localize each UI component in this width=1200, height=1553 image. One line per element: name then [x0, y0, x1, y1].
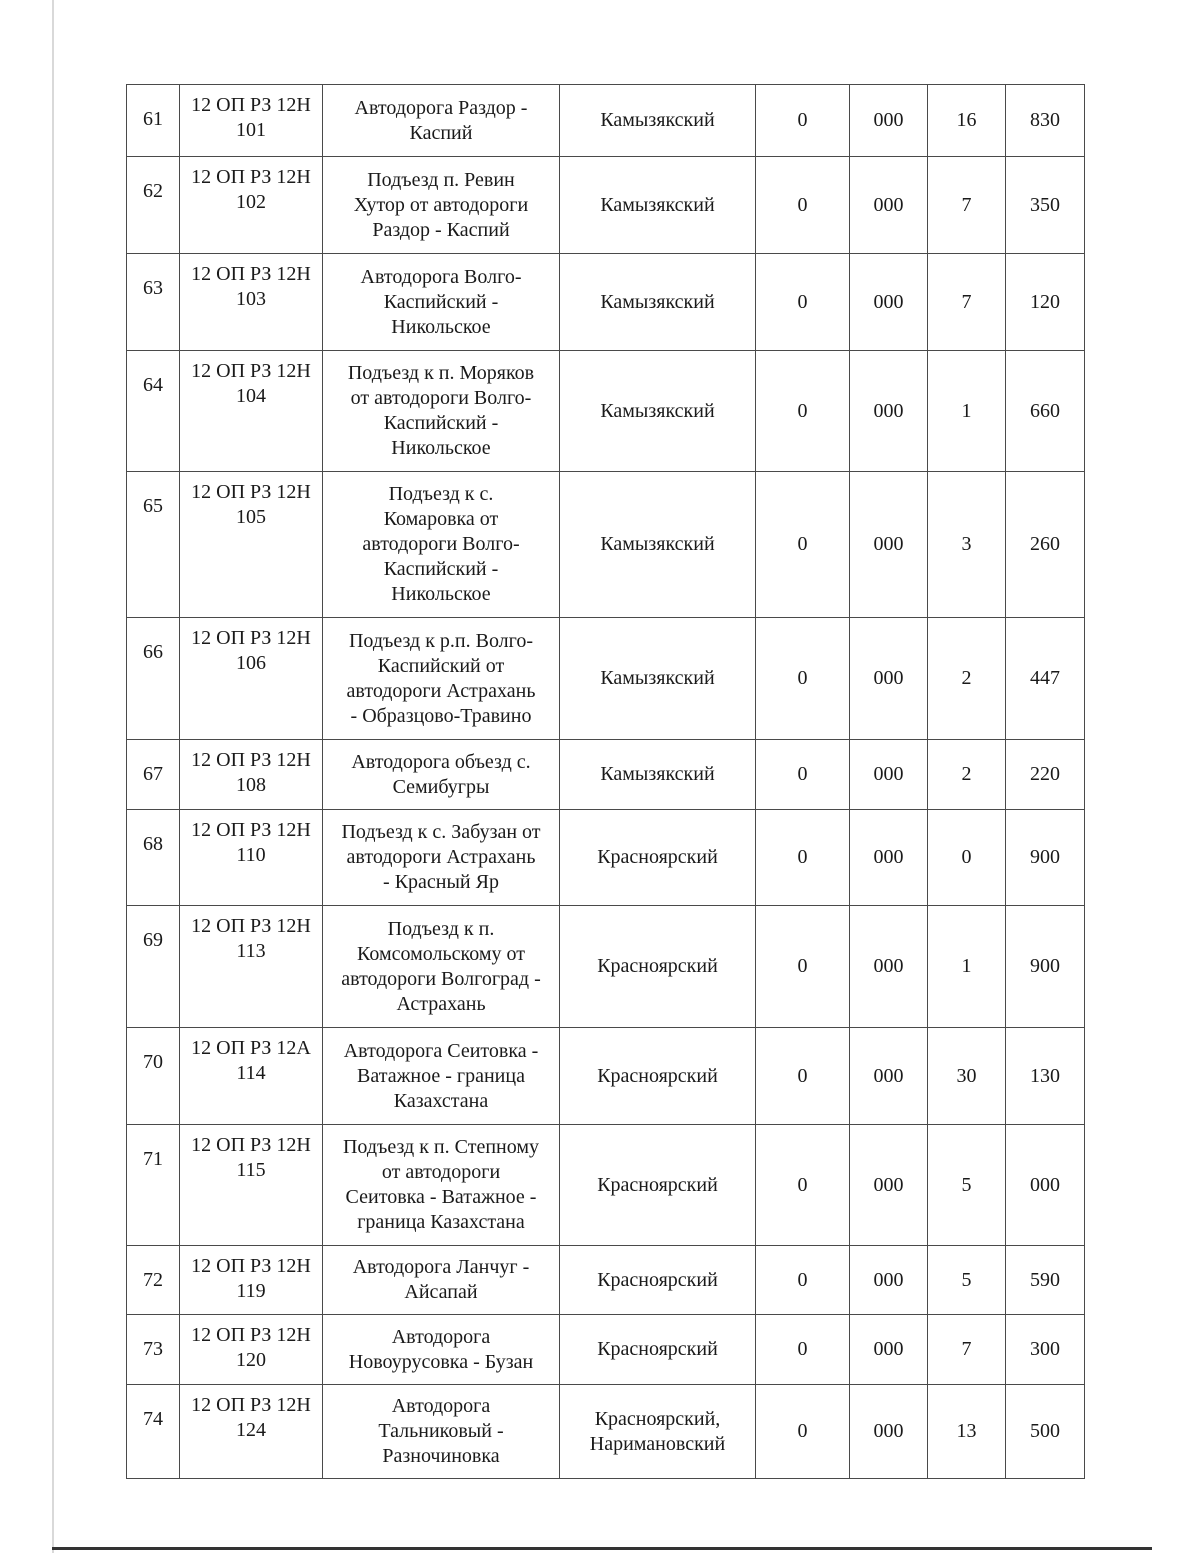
road-name [323, 1315, 560, 1385]
row-number: 66 [127, 618, 180, 740]
district-line: Камызякский [600, 667, 715, 689]
district-line: Камызякский [600, 763, 715, 785]
road-code [180, 1125, 323, 1246]
table-row [127, 254, 1085, 351]
end-km: 7 [928, 1315, 1006, 1385]
road-code-line: 101 [236, 119, 266, 141]
district-line: Наримановский [589, 1432, 726, 1455]
road-name [323, 1028, 560, 1125]
road-name [323, 254, 560, 351]
road-name-line: Автодорога Волго- [360, 265, 522, 288]
road-name [323, 472, 560, 618]
road-name [323, 1385, 560, 1479]
road-name-line: Подъезд к с. [388, 483, 494, 505]
road-code [180, 1385, 323, 1479]
road-code-line: 106 [236, 652, 266, 674]
road-name-line: Разночиновка [382, 1445, 500, 1467]
road-code-line: 115 [236, 1159, 266, 1181]
road-code [180, 1246, 323, 1315]
district-line: Красноярский [597, 1064, 718, 1087]
road-code-line: 119 [236, 1280, 266, 1302]
road-code-line: 12 ОП РЗ 12Н [191, 819, 311, 841]
end-km: 13 [928, 1385, 1006, 1479]
end-km: 3 [928, 472, 1006, 618]
road-code-line: 120 [236, 1349, 266, 1371]
road-code-line: 12 ОП РЗ 12Н [191, 1394, 311, 1416]
road-name-line: Каспийский от [377, 654, 505, 677]
end-m: 220 [1006, 740, 1085, 810]
road-code-line: 113 [236, 940, 266, 962]
road-code [180, 810, 323, 906]
district [560, 1385, 756, 1479]
end-km: 0 [928, 810, 1006, 906]
table-row [127, 740, 1085, 810]
district [560, 157, 756, 254]
table-row [127, 906, 1085, 1028]
road-name-line: граница Казахстана [357, 1211, 525, 1233]
road-code-line: 104 [236, 385, 266, 407]
road-name-line: Комсомольскому от [357, 942, 525, 965]
road-name-line: Сеитовка - Ватажное - [345, 1186, 537, 1208]
district-line: Камызякский [600, 290, 715, 313]
road-name-line: Автодорога [391, 1395, 491, 1417]
road-code-line: 108 [236, 774, 266, 796]
road-code-line: 110 [236, 844, 266, 866]
start-km: 0 [756, 1315, 850, 1385]
end-m: 900 [1006, 906, 1085, 1028]
start-km: 0 [756, 85, 850, 157]
start-m: 000 [850, 1315, 928, 1385]
start-m: 000 [850, 810, 928, 906]
row-number: 68 [127, 810, 180, 906]
table-row [127, 1315, 1085, 1385]
road-code-line: 12 ОП РЗ 12Н [191, 166, 311, 188]
road-name-line: Астрахань [396, 992, 486, 1015]
district-line: Красноярский, [594, 1407, 721, 1430]
row-number: 63 [127, 254, 180, 351]
road-name-line: Раздор - Каспий [372, 218, 510, 241]
road-name [323, 351, 560, 472]
road-name-line: Никольское [391, 315, 491, 338]
road-code-line: 12 ОП РЗ 12Н [191, 749, 311, 771]
table-body [127, 85, 1085, 1479]
district [560, 1125, 756, 1246]
end-km: 2 [928, 740, 1006, 810]
end-m: 000 [1006, 1125, 1085, 1246]
district [560, 351, 756, 472]
road-name-line: Каспий [409, 121, 473, 144]
table-row [127, 1125, 1085, 1246]
road-code [180, 618, 323, 740]
district [560, 254, 756, 351]
end-m: 500 [1006, 1385, 1085, 1479]
road-code [180, 472, 323, 618]
road-name-line: Подъезд п. Ревин [367, 168, 515, 191]
start-km: 0 [756, 157, 850, 254]
start-m: 000 [850, 85, 928, 157]
road-code-line: 114 [236, 1062, 266, 1084]
road-code-line: 12 ОП РЗ 12Н [191, 627, 311, 649]
end-m: 830 [1006, 85, 1085, 157]
road-name-line: Тальниковый - [378, 1420, 504, 1442]
district-line: Красноярский [597, 1338, 718, 1360]
road-name-line: Автодорога Раздор - [354, 96, 528, 119]
road-code [180, 1028, 323, 1125]
road-code [180, 1315, 323, 1385]
end-m: 300 [1006, 1315, 1085, 1385]
end-km: 1 [928, 906, 1006, 1028]
start-km: 0 [756, 1125, 850, 1246]
road-code-line: 12 ОП РЗ 12Н [191, 94, 311, 116]
roads-table [126, 84, 1085, 1479]
road-name-line: Айсапай [404, 1281, 478, 1303]
road-code-line: 103 [236, 288, 266, 310]
row-number: 72 [127, 1246, 180, 1315]
end-km: 16 [928, 85, 1006, 157]
district [560, 1246, 756, 1315]
table-row [127, 1246, 1085, 1315]
road-code-line: 124 [236, 1419, 266, 1441]
road-code-line: 12 ОП РЗ 12Н [191, 263, 311, 285]
district-line: Камызякский [600, 109, 715, 131]
row-number: 71 [127, 1125, 180, 1246]
road-code [180, 157, 323, 254]
road-code-line: 12 ОП РЗ 12Н [191, 1255, 311, 1277]
road-name-line: Комаровка от [383, 508, 499, 530]
start-m: 000 [850, 351, 928, 472]
road-name-line: Никольское [391, 437, 491, 459]
start-m: 000 [850, 906, 928, 1028]
road-name-line: Автодорога объезд с. [351, 750, 531, 773]
road-name-line: Подъезд к с. Забузан от [341, 821, 541, 843]
road-code-line: 12 ОП РЗ 12Н [191, 481, 311, 503]
start-m: 000 [850, 740, 928, 810]
district [560, 1315, 756, 1385]
start-km: 0 [756, 740, 850, 810]
road-name-line: от автодороги Волго- [350, 387, 532, 409]
road-code-line: 12 ОП РЗ 12Н [191, 1134, 311, 1156]
road-name-line: Хутор от автодороги [353, 193, 529, 216]
road-name-line: Автодорога [391, 1325, 491, 1348]
start-m: 000 [850, 254, 928, 351]
district [560, 618, 756, 740]
road-name-line: Каспийский - [383, 290, 499, 313]
road-code-line: 12 ОП РЗ 12А [191, 1037, 311, 1059]
road-name-line: Каспийский - [383, 412, 499, 434]
start-m: 000 [850, 472, 928, 618]
start-km: 0 [756, 810, 850, 906]
end-km: 5 [928, 1246, 1006, 1315]
table-row [127, 1028, 1085, 1125]
district [560, 810, 756, 906]
road-name-line: Автодорога Ланчуг - [352, 1256, 530, 1278]
road-name [323, 85, 560, 157]
road-name [323, 810, 560, 906]
road-name-line: Никольское [391, 583, 491, 605]
road-name-line: автодороги Астрахань [346, 846, 536, 868]
end-km: 30 [928, 1028, 1006, 1125]
road-name [323, 1125, 560, 1246]
table-row [127, 85, 1085, 157]
start-km: 0 [756, 1028, 850, 1125]
start-m: 000 [850, 1125, 928, 1246]
start-km: 0 [756, 472, 850, 618]
table-row [127, 810, 1085, 906]
end-km: 2 [928, 618, 1006, 740]
road-name-line: Новоурусовка - Бузан [348, 1350, 534, 1373]
start-m: 000 [850, 157, 928, 254]
road-name-line: Подъезд к р.п. Волго- [348, 629, 534, 652]
start-m: 000 [850, 1385, 928, 1479]
district-line: Красноярский [597, 846, 718, 868]
start-m: 000 [850, 1028, 928, 1125]
road-name-line: Каспийский - [383, 558, 499, 580]
end-m: 350 [1006, 157, 1085, 254]
district-line: Камызякский [600, 193, 715, 216]
table-row [127, 618, 1085, 740]
road-name-line: от автодороги [381, 1161, 501, 1183]
road-code-line: 102 [236, 191, 266, 213]
row-number: 67 [127, 740, 180, 810]
start-m: 000 [850, 618, 928, 740]
end-m: 590 [1006, 1246, 1085, 1315]
district [560, 906, 756, 1028]
table-row [127, 351, 1085, 472]
start-m: 000 [850, 1246, 928, 1315]
start-km: 0 [756, 1246, 850, 1315]
end-m: 120 [1006, 254, 1085, 351]
district [560, 1028, 756, 1125]
district-line: Красноярский [597, 1268, 718, 1291]
start-km: 0 [756, 1385, 850, 1479]
row-number: 61 [127, 85, 180, 157]
road-code-line: 12 ОП РЗ 12Н [191, 1324, 311, 1346]
row-number: 69 [127, 906, 180, 1028]
road-name-line: Казахстана [393, 1089, 489, 1112]
road-name [323, 157, 560, 254]
end-m: 260 [1006, 472, 1085, 618]
road-code-line: 12 ОП РЗ 12Н [191, 360, 311, 382]
scan-edge-left [52, 0, 54, 1553]
road-code [180, 254, 323, 351]
road-name [323, 906, 560, 1028]
district-line: Камызякский [600, 533, 715, 555]
road-name-line: Автодорога Сеитовка - [343, 1039, 539, 1062]
table-row [127, 157, 1085, 254]
end-km: 1 [928, 351, 1006, 472]
road-name-line: - Красный Яр [383, 871, 499, 893]
row-number: 70 [127, 1028, 180, 1125]
start-km: 0 [756, 906, 850, 1028]
start-km: 0 [756, 351, 850, 472]
table-row [127, 1385, 1085, 1479]
end-m: 660 [1006, 351, 1085, 472]
road-code-line: 105 [236, 506, 266, 528]
district [560, 740, 756, 810]
road-code [180, 906, 323, 1028]
road-name [323, 1246, 560, 1315]
table-row [127, 472, 1085, 618]
road-code [180, 351, 323, 472]
road-name-line: Подъезд к п. Степному [342, 1136, 539, 1158]
road-name-line: Подъезд к п. Моряков [347, 362, 535, 384]
road-code-line: 12 ОП РЗ 12Н [191, 915, 311, 937]
district-line: Камызякский [600, 399, 715, 422]
start-km: 0 [756, 254, 850, 351]
row-number: 64 [127, 351, 180, 472]
end-km: 7 [928, 254, 1006, 351]
road-code [180, 85, 323, 157]
scan-edge-bottom [52, 1547, 1152, 1550]
road-name-line: автодороги Волгоград - [341, 967, 541, 990]
end-km: 5 [928, 1125, 1006, 1246]
end-m: 900 [1006, 810, 1085, 906]
end-km: 7 [928, 157, 1006, 254]
road-code [180, 740, 323, 810]
road-name-line: Ватажное - граница [357, 1064, 525, 1087]
district [560, 472, 756, 618]
row-number: 65 [127, 472, 180, 618]
end-m: 130 [1006, 1028, 1085, 1125]
row-number: 74 [127, 1385, 180, 1479]
road-name-line: автодороги Волго- [362, 533, 520, 555]
district [560, 85, 756, 157]
row-number: 73 [127, 1315, 180, 1385]
district-line: Красноярский [597, 1173, 718, 1196]
road-name [323, 740, 560, 810]
end-m: 447 [1006, 618, 1085, 740]
road-name-line: автодороги Астрахань [346, 679, 536, 702]
road-name [323, 618, 560, 740]
road-name-line: - Образцово-Травино [350, 704, 532, 727]
start-km: 0 [756, 618, 850, 740]
district-line: Красноярский [597, 955, 718, 977]
row-number: 62 [127, 157, 180, 254]
road-name-line: Семибугры [392, 775, 490, 798]
road-name-line: Подъезд к п. [387, 917, 495, 940]
